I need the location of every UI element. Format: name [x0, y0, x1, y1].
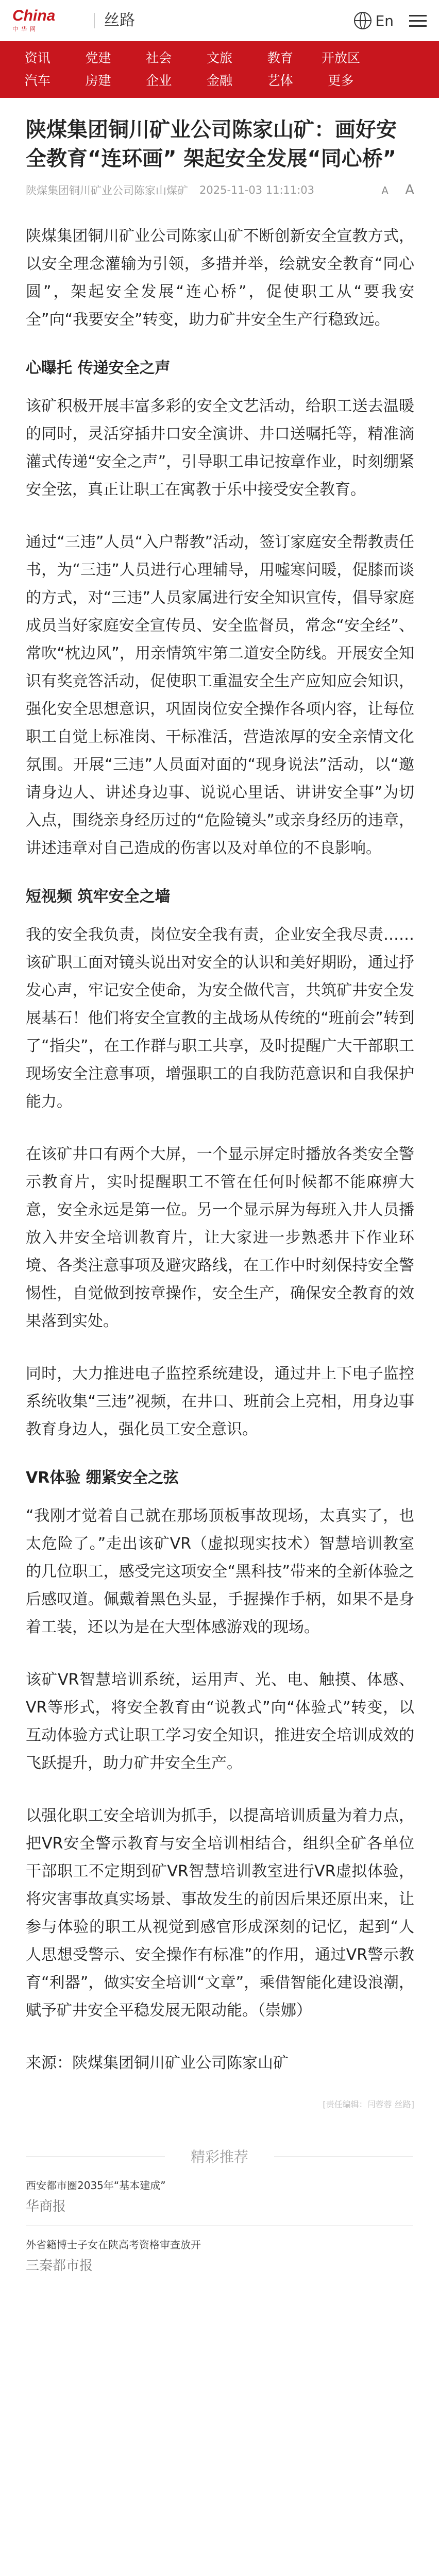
nav-item[interactable]: 企业	[146, 73, 172, 88]
logo-text: China	[12, 7, 56, 24]
article-source: 陕煤集团铜川矿业公司陈家山煤矿	[26, 184, 188, 197]
recommend-item[interactable]	[0, 2166, 439, 2217]
nav-empty	[371, 47, 432, 70]
font-size-control	[369, 182, 414, 198]
article-title: 陕煤集团铜川矿业公司陈家山矿：画好安全教育“连环画” 架起安全发展“同心桥”	[26, 118, 397, 171]
nav-item[interactable]: 艺体	[267, 73, 293, 88]
recommend-source: 华商报	[26, 2199, 66, 2214]
paragraph: 我的安全我负责，岗位安全我有责，企业安全我尽责……该矿职工面对镜头说出对安全的认识和美好期盼，通过抒发心声，牢记安全使命，为安全做代言，共筑矿井安全发展基石！他们将安全宣教的主战场从传统的“班前会”转到了“指尖”，在工作群与职工共享，及时提醒广大干部职工现场安全注意事项，增强职工的自我防范意识和自我保护能力。	[26, 926, 414, 1111]
nav-item[interactable]: 金融	[206, 73, 232, 88]
logo-sub: 中华网	[12, 26, 39, 32]
article	[0, 98, 439, 2110]
recommend-item[interactable]	[0, 2226, 439, 2276]
recommend-title[interactable]: 西安都市圈2035年“基本建成”	[26, 2179, 166, 2192]
nav-item[interactable]: 文旅	[206, 50, 232, 65]
paragraph: 该矿VR智慧培训系统，运用声、光、电、触摸、体感、VR等形式，将安全教育由“说教式”向“体验式”转变，以互动体验方式让职工学习安全知识，推进安全培训成效的飞跃提升，助力矿井安全生产。	[26, 1671, 414, 1772]
paragraph: 同时，大力推进电子监控系统建设，通过井上下电子监控系统收集“三违”视频，在井口、班前会上亮相，用身边事教育身边人，强化员工安全意识。	[26, 1365, 414, 1438]
nav-item[interactable]: 汽车	[24, 73, 50, 88]
paragraph: “我刚才觉着自己就在那场顶板事故现场，太真实了，也太危险了。”走出该矿VR（虚拟现实技术）智慧培训教室的几位职工，感受完这项安全“黑科技”带来的全新体验之后感叹道。佩戴着黑色头显，手握操作手柄，如果不是身着工装，还以为是在大型体感游戏的现场。	[26, 1507, 414, 1636]
recommend-title[interactable]: 外省籍博士子女在陕高考资格审查放开	[26, 2239, 201, 2251]
paragraph: 陕煤集团铜川矿业公司陈家山矿不断创新安全宣教方式，以安全理念灌输为引领，多措并举，绘就安全教育“同心圆”，架起安全发展“连心桥”，促使职工从“要我安全”向“我要安全”转变，助力矿井安全生产行稳致远。	[26, 227, 414, 329]
top-bar	[0, 0, 439, 41]
font-decrease-button[interactable]: A	[381, 184, 389, 197]
nav-item[interactable]: 教育	[267, 50, 293, 65]
article-source-footer: 来源：陕煤集团铜川矿业公司陈家山矿	[26, 2054, 289, 2072]
section-heading: 心曝托 传递安全之声	[26, 359, 171, 377]
nav-item[interactable]: 房建	[85, 73, 111, 88]
article-date: 2025-11-03 11:11:03	[199, 184, 315, 196]
paragraph: 以强化职工安全培训为抓手，以提高培训质量为着力点，把VR安全警示教育与安全培训相结合，组织全矿各单位干部职工不定期到矿VR智慧培训教室进行VR虚拟体验，将灾害事故真实场景、事故发生的前因后果还原出来，让参与体验的职工从视觉到感官形成深刻的记忆，起到“人人思想受警示、安全操作有标准”的作用，通过VR警示教育“利器”，做实安全培训“文章”，乘借智能化建设浪潮，赋予矿井安全平稳发展无限动能。（崇娜）	[26, 1807, 414, 2020]
nav-item[interactable]: 社会	[146, 50, 172, 65]
channel-nav	[0, 41, 439, 98]
section-heading: 短视频 筑牢安全之墙	[26, 888, 171, 906]
china-logo[interactable]	[12, 8, 90, 33]
menu-icon[interactable]	[409, 15, 427, 27]
article-body	[26, 223, 414, 2025]
paragraph: 在该矿井口有两个大屏，一个显示屏定时播放各类安全警示教育片，实时提醒职工不管在任何时候都不能麻痹大意，安全永远是第一位。另一个显示屏为每班入井人员播放入井安全培训教育片，让大家进一步熟悉井下作业环境、各类注意事项及避灾路线，在工作中时刻保持安全警惕性，自觉做到按章操作，安全生产，确保安全教育的效果落到实处。	[26, 1145, 414, 1330]
nav-item[interactable]: 开放区	[321, 50, 360, 65]
section-heading: VR体验 绷紧安全之弦	[26, 1469, 179, 1487]
recommend-section	[0, 2146, 439, 2276]
divider	[274, 2156, 413, 2157]
recommend-label: 精彩推荐	[191, 2148, 249, 2165]
nav-item[interactable]: 党建	[85, 50, 111, 65]
nav-item[interactable]: 更多	[328, 73, 354, 88]
article-meta	[26, 182, 414, 198]
font-increase-button[interactable]: A	[405, 182, 414, 198]
channel-name[interactable]: 丝路	[94, 13, 135, 28]
recommend-source: 三秦都市报	[26, 2258, 93, 2274]
nav-item[interactable]: 资讯	[24, 50, 50, 65]
paragraph: 该矿积极开展丰富多彩的安全文艺活动，给职工送去温暖的同时，灵活穿插井口安全演讲、井口送嘱托等，精准滴灌式传递“安全之声”，引导职工串记按章作业，时刻绷紧安全弦，真正让职工在寓教于乐中接受安全教育。	[26, 397, 414, 499]
recommend-header	[0, 2146, 439, 2166]
divider	[26, 2156, 165, 2157]
editor-note: [责任编辑：闫蓉蓉 丝路]	[323, 2099, 414, 2109]
language-switch[interactable]: En	[375, 12, 394, 29]
globe-icon[interactable]	[354, 12, 372, 29]
paragraph: 通过“三违”人员“入户帮教”活动，签订家庭安全帮教责任书，为“三违”人员进行心理辅导，用嘘寒问暖，促膝而谈的方式，对“三违”人员家属进行安全知识宣传，倡导家庭成员当好家庭安全宣传员、安全监督员，常念“安全经”、常吹“枕边风”，用亲情筑牢第二道安全防线。开展安全知识有奖竞答活动，促使职工重温安全生产应知应会知识，强化安全思想意识，巩固岗位安全操作各项内容，让每位职工自觉上标准岗、干标准活，营造浓厚的安全亲情文化氛围。开展“三违”人员面对面的“现身说法”活动，以“邀请身边人、讲述身边事、说说心里话、讲讲安全事”为切入点，围绕亲身经历过的“危险镜头”或亲身经历的违章，讲述违章对自己造成的伤害以及对单位的不良影响。	[26, 533, 414, 857]
